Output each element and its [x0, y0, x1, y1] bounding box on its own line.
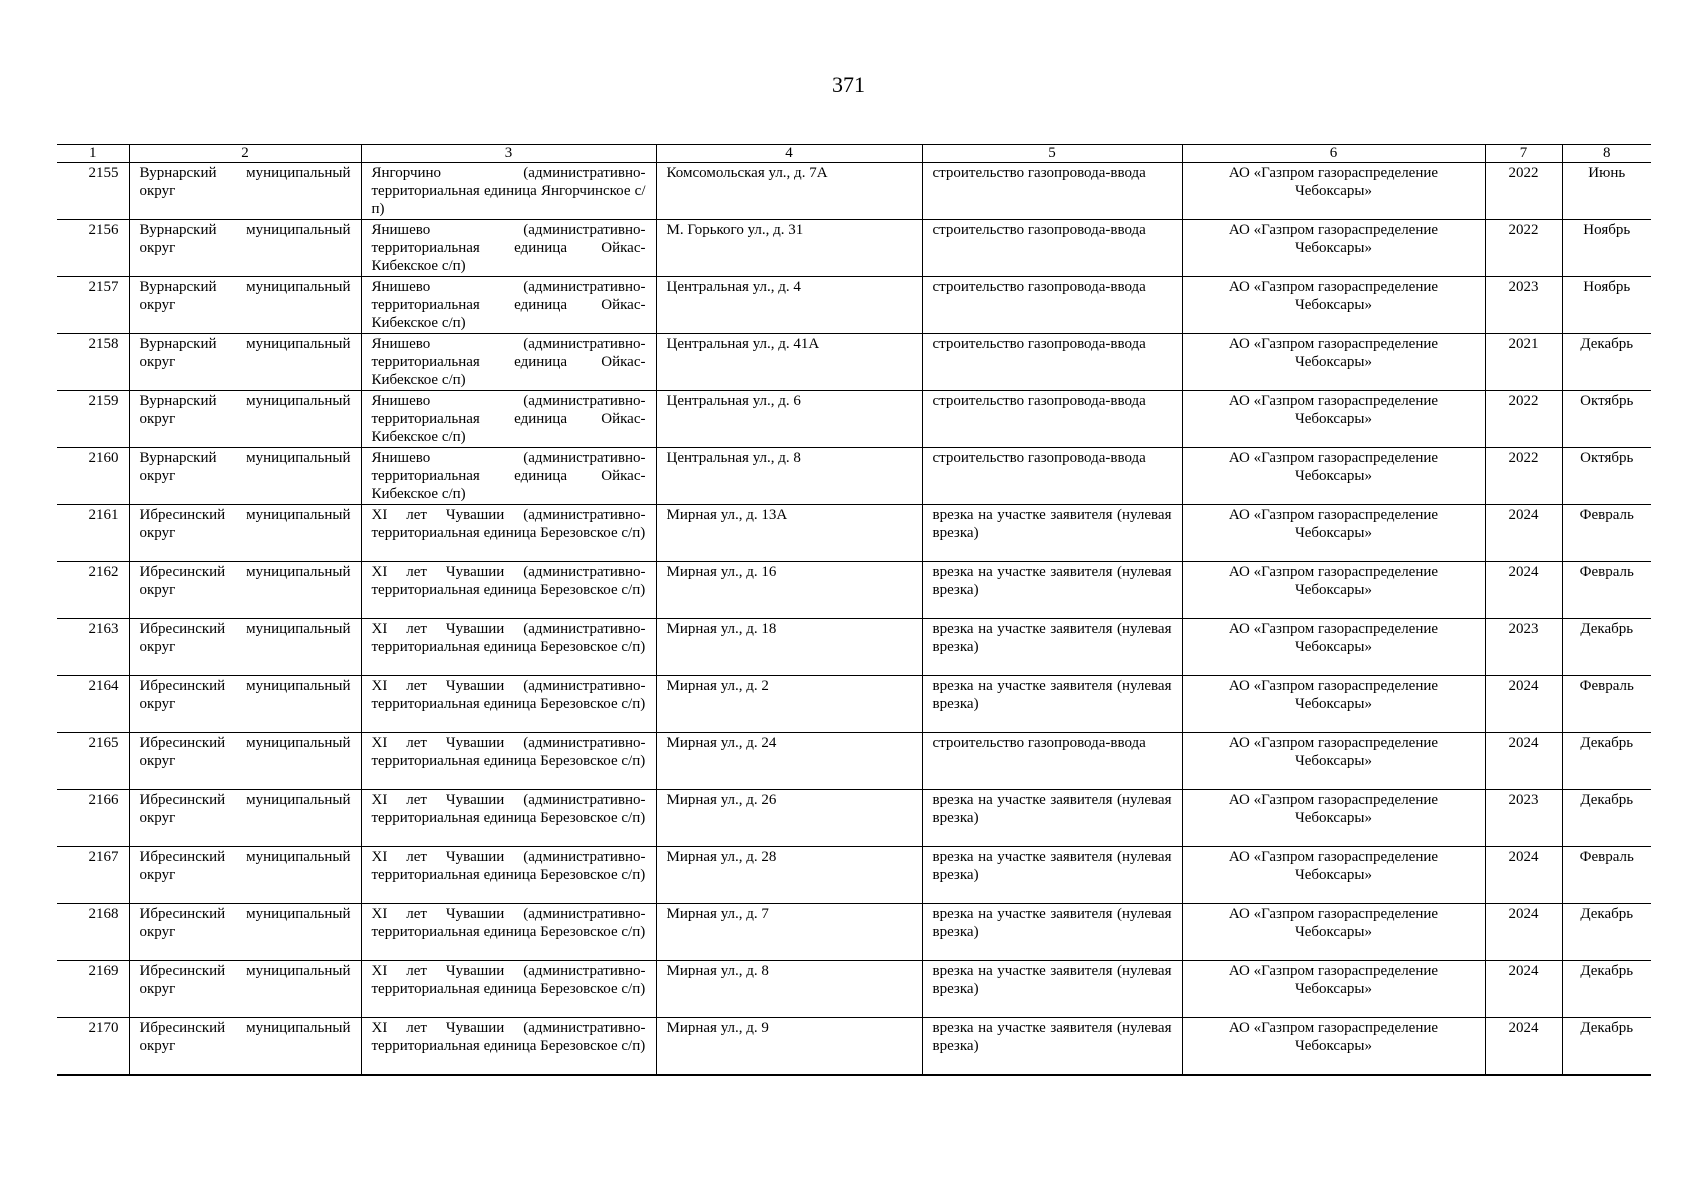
address-cell: Центральная ул., д. 8	[656, 448, 922, 505]
settlement-cell: Янишево (административно-территориальная единица Ойкас-Кибекское с/п)	[361, 391, 656, 448]
year-cell: 2023	[1485, 790, 1562, 847]
address-cell: Центральная ул., д. 41А	[656, 334, 922, 391]
column-header: 6	[1182, 145, 1485, 163]
address-cell: Мирная ул., д. 7	[656, 904, 922, 961]
address-cell: Мирная ул., д. 28	[656, 847, 922, 904]
settlement-cell: Янгорчино (административно-территориальная единица Янгорчинское с/п)	[361, 163, 656, 220]
settlement-cell: XI лет Чувашии (административно-территориальная единица Березовское с/п)	[361, 505, 656, 562]
row-number-cell: 2155	[57, 163, 129, 220]
year-cell: 2024	[1485, 904, 1562, 961]
organization-cell: АО «Газпром газораспределение Чебоксары»	[1182, 619, 1485, 676]
month-cell: Декабрь	[1562, 619, 1651, 676]
row-number-cell: 2161	[57, 505, 129, 562]
year-cell: 2024	[1485, 562, 1562, 619]
organization-cell: АО «Газпром газораспределение Чебоксары»	[1182, 733, 1485, 790]
organization-cell: АО «Газпром газораспределение Чебоксары»	[1182, 847, 1485, 904]
work-type-cell: врезка на участке заявителя (нулевая врезка)	[922, 790, 1182, 847]
year-cell: 2022	[1485, 391, 1562, 448]
column-header: 2	[129, 145, 361, 163]
month-cell: Декабрь	[1562, 904, 1651, 961]
organization-cell: АО «Газпром газораспределение Чебоксары»	[1182, 562, 1485, 619]
row-number-cell: 2166	[57, 790, 129, 847]
district-cell: Вурнарский муниципальный округ	[129, 220, 361, 277]
address-cell: Мирная ул., д. 18	[656, 619, 922, 676]
table-row	[57, 163, 1651, 220]
address-cell: Центральная ул., д. 4	[656, 277, 922, 334]
organization-cell: АО «Газпром газораспределение Чебоксары»	[1182, 220, 1485, 277]
district-cell: Вурнарский муниципальный округ	[129, 334, 361, 391]
year-cell: 2024	[1485, 505, 1562, 562]
settlement-cell: XI лет Чувашии (административно-территориальная единица Березовское с/п)	[361, 733, 656, 790]
work-type-cell: врезка на участке заявителя (нулевая врезка)	[922, 961, 1182, 1018]
work-type-cell: врезка на участке заявителя (нулевая врезка)	[922, 562, 1182, 619]
organization-cell: АО «Газпром газораспределение Чебоксары»	[1182, 448, 1485, 505]
year-cell: 2024	[1485, 961, 1562, 1018]
organization-cell: АО «Газпром газораспределение Чебоксары»	[1182, 961, 1485, 1018]
organization-cell: АО «Газпром газораспределение Чебоксары»	[1182, 676, 1485, 733]
organization-cell: АО «Газпром газораспределение Чебоксары»	[1182, 334, 1485, 391]
month-cell: Июнь	[1562, 163, 1651, 220]
district-cell: Ибресинский муниципальный округ	[129, 904, 361, 961]
month-cell: Ноябрь	[1562, 277, 1651, 334]
settlement-cell: XI лет Чувашии (административно-территориальная единица Березовское с/п)	[361, 562, 656, 619]
row-number-cell: 2158	[57, 334, 129, 391]
work-type-cell: врезка на участке заявителя (нулевая врезка)	[922, 1018, 1182, 1076]
district-cell: Вурнарский муниципальный округ	[129, 448, 361, 505]
work-type-cell: врезка на участке заявителя (нулевая врезка)	[922, 904, 1182, 961]
work-type-cell: строительство газопровода-ввода	[922, 334, 1182, 391]
column-header: 3	[361, 145, 656, 163]
table-row	[57, 676, 1651, 733]
address-cell: Мирная ул., д. 2	[656, 676, 922, 733]
district-cell: Вурнарский муниципальный округ	[129, 277, 361, 334]
settlement-cell: XI лет Чувашии (административно-территориальная единица Березовское с/п)	[361, 961, 656, 1018]
organization-cell: АО «Газпром газораспределение Чебоксары»	[1182, 391, 1485, 448]
settlement-cell: XI лет Чувашии (административно-территориальная единица Березовское с/п)	[361, 847, 656, 904]
district-cell: Ибресинский муниципальный округ	[129, 733, 361, 790]
row-number-cell: 2157	[57, 277, 129, 334]
table-row	[57, 448, 1651, 505]
table-row	[57, 334, 1651, 391]
month-cell: Октябрь	[1562, 391, 1651, 448]
organization-cell: АО «Газпром газораспределение Чебоксары»	[1182, 904, 1485, 961]
year-cell: 2024	[1485, 733, 1562, 790]
settlement-cell: XI лет Чувашии (административно-территориальная единица Березовское с/п)	[361, 790, 656, 847]
address-cell: Центральная ул., д. 6	[656, 391, 922, 448]
district-cell: Ибресинский муниципальный округ	[129, 961, 361, 1018]
work-type-cell: строительство газопровода-ввода	[922, 448, 1182, 505]
settlement-cell: Янишево (административно-территориальная единица Ойкас-Кибекское с/п)	[361, 448, 656, 505]
month-cell: Февраль	[1562, 676, 1651, 733]
address-cell: Мирная ул., д. 16	[656, 562, 922, 619]
year-cell: 2021	[1485, 334, 1562, 391]
month-cell: Февраль	[1562, 562, 1651, 619]
table-row	[57, 961, 1651, 1018]
row-number-cell: 2162	[57, 562, 129, 619]
table-row	[57, 391, 1651, 448]
district-cell: Ибресинский муниципальный округ	[129, 1018, 361, 1076]
page-number: 371	[832, 72, 865, 97]
district-cell: Ибресинский муниципальный округ	[129, 619, 361, 676]
table-row	[57, 904, 1651, 961]
month-cell: Декабрь	[1562, 790, 1651, 847]
district-cell: Ибресинский муниципальный округ	[129, 676, 361, 733]
district-cell: Вурнарский муниципальный округ	[129, 163, 361, 220]
district-cell: Ибресинский муниципальный округ	[129, 847, 361, 904]
table-row	[57, 277, 1651, 334]
district-cell: Вурнарский муниципальный округ	[129, 391, 361, 448]
column-header: 1	[57, 145, 129, 163]
settlement-cell: Янишево (административно-территориальная единица Ойкас-Кибекское с/п)	[361, 334, 656, 391]
settlement-cell: XI лет Чувашии (административно-территориальная единица Березовское с/п)	[361, 1018, 656, 1076]
row-number-cell: 2169	[57, 961, 129, 1018]
row-number-cell: 2156	[57, 220, 129, 277]
table-row	[57, 790, 1651, 847]
address-cell: Мирная ул., д. 26	[656, 790, 922, 847]
work-type-cell: строительство газопровода-ввода	[922, 163, 1182, 220]
column-header: 7	[1485, 145, 1562, 163]
year-cell: 2024	[1485, 1018, 1562, 1076]
work-type-cell: строительство газопровода-ввода	[922, 277, 1182, 334]
settlement-cell: XI лет Чувашии (административно-территориальная единица Березовское с/п)	[361, 619, 656, 676]
row-number-cell: 2160	[57, 448, 129, 505]
table-row	[57, 505, 1651, 562]
gasification-table	[57, 144, 1651, 1076]
work-type-cell: врезка на участке заявителя (нулевая врезка)	[922, 676, 1182, 733]
address-cell: Комсомольская ул., д. 7А	[656, 163, 922, 220]
year-cell: 2024	[1485, 847, 1562, 904]
work-type-cell: строительство газопровода-ввода	[922, 733, 1182, 790]
address-cell: Мирная ул., д. 9	[656, 1018, 922, 1076]
month-cell: Февраль	[1562, 505, 1651, 562]
table-row	[57, 1018, 1651, 1076]
month-cell: Декабрь	[1562, 1018, 1651, 1076]
row-number-cell: 2164	[57, 676, 129, 733]
month-cell: Февраль	[1562, 847, 1651, 904]
settlement-cell: XI лет Чувашии (административно-территориальная единица Березовское с/п)	[361, 676, 656, 733]
row-number-cell: 2159	[57, 391, 129, 448]
month-cell: Декабрь	[1562, 733, 1651, 790]
address-cell: Мирная ул., д. 24	[656, 733, 922, 790]
table-header-row	[57, 145, 1651, 163]
district-cell: Ибресинский муниципальный округ	[129, 505, 361, 562]
year-cell: 2022	[1485, 448, 1562, 505]
address-cell: М. Горького ул., д. 31	[656, 220, 922, 277]
month-cell: Декабрь	[1562, 334, 1651, 391]
work-type-cell: врезка на участке заявителя (нулевая врезка)	[922, 619, 1182, 676]
column-header: 5	[922, 145, 1182, 163]
settlement-cell: Янишево (административно-территориальная единица Ойкас-Кибекское с/п)	[361, 220, 656, 277]
row-number-cell: 2170	[57, 1018, 129, 1076]
year-cell: 2022	[1485, 220, 1562, 277]
work-type-cell: строительство газопровода-ввода	[922, 391, 1182, 448]
year-cell: 2023	[1485, 619, 1562, 676]
district-cell: Ибресинский муниципальный округ	[129, 790, 361, 847]
row-number-cell: 2165	[57, 733, 129, 790]
table-row	[57, 847, 1651, 904]
year-cell: 2023	[1485, 277, 1562, 334]
organization-cell: АО «Газпром газораспределение Чебоксары»	[1182, 277, 1485, 334]
address-cell: Мирная ул., д. 8	[656, 961, 922, 1018]
table-row	[57, 733, 1651, 790]
table-row	[57, 562, 1651, 619]
table-row	[57, 220, 1651, 277]
year-cell: 2022	[1485, 163, 1562, 220]
organization-cell: АО «Газпром газораспределение Чебоксары»	[1182, 1018, 1485, 1076]
row-number-cell: 2168	[57, 904, 129, 961]
table-body	[57, 163, 1651, 1076]
address-cell: Мирная ул., д. 13А	[656, 505, 922, 562]
year-cell: 2024	[1485, 676, 1562, 733]
month-cell: Октябрь	[1562, 448, 1651, 505]
column-header: 4	[656, 145, 922, 163]
organization-cell: АО «Газпром газораспределение Чебоксары»	[1182, 790, 1485, 847]
work-type-cell: строительство газопровода-ввода	[922, 220, 1182, 277]
month-cell: Ноябрь	[1562, 220, 1651, 277]
work-type-cell: врезка на участке заявителя (нулевая врезка)	[922, 505, 1182, 562]
settlement-cell: XI лет Чувашии (административно-территориальная единица Березовское с/п)	[361, 904, 656, 961]
organization-cell: АО «Газпром газораспределение Чебоксары»	[1182, 163, 1485, 220]
work-type-cell: врезка на участке заявителя (нулевая врезка)	[922, 847, 1182, 904]
row-number-cell: 2163	[57, 619, 129, 676]
district-cell: Ибресинский муниципальный округ	[129, 562, 361, 619]
month-cell: Декабрь	[1562, 961, 1651, 1018]
table-row	[57, 619, 1651, 676]
row-number-cell: 2167	[57, 847, 129, 904]
settlement-cell: Янишево (административно-территориальная единица Ойкас-Кибекское с/п)	[361, 277, 656, 334]
organization-cell: АО «Газпром газораспределение Чебоксары»	[1182, 505, 1485, 562]
column-header: 8	[1562, 145, 1651, 163]
